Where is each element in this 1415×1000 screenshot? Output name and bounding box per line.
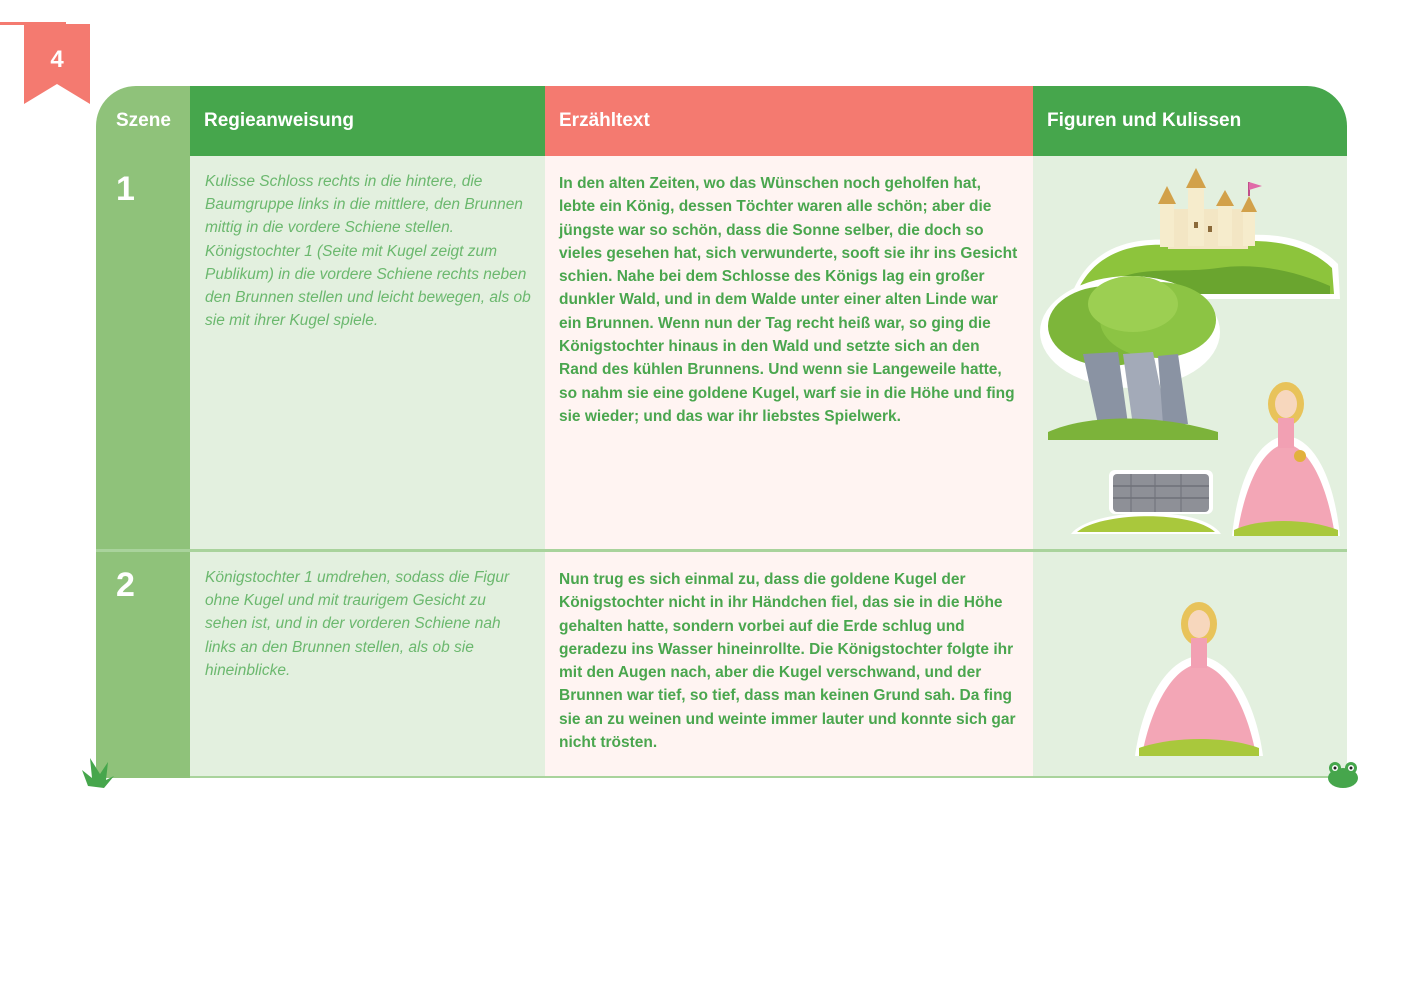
regie-cell-2 [190,552,545,778]
scene-number: 1 [116,170,135,208]
scene-number: 2 [116,566,135,604]
header-erzaehltext: Erzähltext [545,86,1033,156]
regie-text: Kulisse Schloss rechts in die hintere, die Baumgruppe links in die mittlere, den Brunnen mittig in die vordere Schiene stellen. Königstochter 1 (Seite mit Kugel zeigt zum Publikum) in die vordere Schiene rechts neben den Brunnen stellen und leicht bewegen, als ob sie mit ihrer Kugel spiele. [205,173,531,330]
header-regieanweisung: Regieanweisung [190,86,545,156]
erzaehl-text: Nun trug es sich einmal zu, dass die goldene Kugel der Königstochter nicht in ihr Händchen fiel, das sie in die Höhe gehalten hatte, sondern vorbei auf die Erde schlug und geradezu ins Wasser hineinrollte. Die Königstochter folgte ihr mit den Augen nach, aber die Kugel verschwand, und der Brunnen war tief, so tief, dass man keinen Grund sah. Da fing sie an zu weinen und weinte immer lauter und konnte sich gar nicht trösten. [559,571,1016,752]
figures-cell-1 [1033,156,1347,549]
scene-cell-2 [96,552,190,778]
erzaehl-cell-1 [545,156,1033,549]
page-number-ribbon [24,22,90,104]
leaf-icon [80,756,116,790]
ribbon-hanger [0,22,66,25]
well-illustration [1071,464,1221,536]
scene-cell-1 [96,156,190,549]
erzaehl-cell-2 [545,552,1033,778]
regie-text: Königstochter 1 umdrehen, sodass die Figur ohne Kugel und mit traurigem Gesicht zu sehen ist, und in der vorderen Schiene nah links an den Brunnen stellen, als ob sie hineinblicke. [205,569,510,679]
header-szene: Szene [96,86,190,156]
frog-icon [1325,760,1361,790]
script-table [96,86,1347,778]
tree-illustration [1038,274,1223,442]
figures-cell-2 [1033,552,1347,778]
regie-cell-1 [190,156,545,549]
princess-sad-illustration [1133,598,1265,758]
table-bottom-line [190,776,1347,778]
erzaehl-text: In den alten Zeiten, wo das Wünschen noch geholfen hat, lebte ein König, dessen Töchter waren alle schön; aber die jüngste war so schön, dass die Sonne selber, die doch so vieles gesehen hat, sich verwunderte, sooft sie ihr ins Gesicht schien. Nahe bei dem Schlosse des Königs lag ein großer dunkler Wald, und in dem Walde unter einer alten Linde war ein Brunnen. Wenn nun der Tag recht heiß war, so ging die Königstochter hinaus in den Wald und setzte sich an den Rand des kühlen Brunnens. Und wenn sie Langeweile hatte, so nahm sie eine goldene Kugel, warf sie in die Höhe und fing sie wieder; und das war ihr liebstes Spielwerk. [559,175,1018,425]
header-figuren-kulissen: Figuren und Kulissen [1033,86,1347,156]
page-number: 4 [50,46,64,73]
princess-illustration [1228,378,1343,538]
